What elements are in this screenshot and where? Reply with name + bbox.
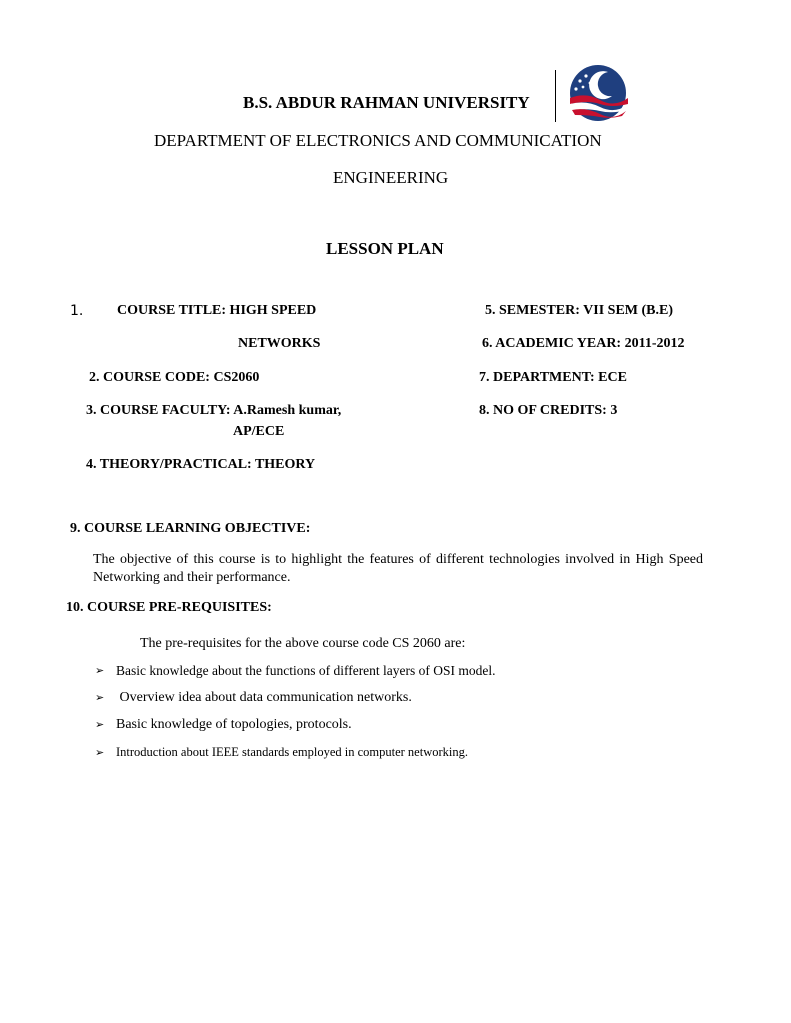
prerequisites-intro: The pre-requisites for the above course code CS 2060 are:: [140, 636, 466, 651]
list-item: [95, 690, 412, 706]
department: 7. DEPARTMENT: ECE: [479, 370, 627, 385]
arrowhead-bullet-icon: ➢: [95, 718, 105, 731]
objective-text: The objective of this course is to highlight the features of different technologies involved in High Speed Networking and their performance.: [93, 552, 703, 585]
item-1-number: 1.: [70, 303, 84, 319]
course-faculty-line-1: 3. COURSE FACULTY: A.Ramesh kumar,: [86, 403, 342, 418]
objective-heading: 9. COURSE LEARNING OBJECTIVE:: [70, 521, 311, 536]
list-item-text: Overview idea about data communication networks.: [116, 690, 412, 705]
course-title-line-1: COURSE TITLE: HIGH SPEED: [117, 303, 317, 318]
list-item-text: Basic knowledge of topologies, protocols.: [116, 717, 352, 732]
prerequisites-heading: 10. COURSE PRE-REQUISITES:: [66, 600, 272, 615]
list-item: [95, 745, 468, 761]
arrowhead-bullet-icon: ➢: [95, 664, 105, 677]
course-faculty-line-2: AP/ECE: [233, 424, 285, 439]
course-code: 2. COURSE CODE: CS2060: [89, 370, 260, 385]
department-line-1: DEPARTMENT OF ELECTRONICS AND COMMUNICATION: [154, 131, 602, 150]
university-logo-icon: [566, 64, 630, 126]
list-item-text: Basic knowledge about the functions of different layers of OSI model.: [116, 663, 496, 678]
document-title: LESSON PLAN: [326, 239, 444, 258]
academic-year: 6. ACADEMIC YEAR: 2011-2012: [482, 336, 685, 351]
list-item: [95, 663, 496, 679]
department-line-2: ENGINEERING: [333, 168, 449, 187]
arrowhead-bullet-icon: ➢: [95, 691, 105, 704]
arrowhead-bullet-icon: ➢: [95, 746, 105, 759]
list-item: [95, 717, 352, 733]
logo-divider: [555, 70, 556, 122]
theory-practical: 4. THEORY/PRACTICAL: THEORY: [86, 457, 316, 472]
course-title-line-2: NETWORKS: [238, 336, 321, 351]
university-name: B.S. ABDUR RAHMAN UNIVERSITY: [243, 93, 530, 112]
semester: 5. SEMESTER: VII SEM (B.E): [485, 303, 674, 318]
credits: 8. NO OF CREDITS: 3: [479, 403, 618, 418]
list-item-text: Introduction about IEEE standards employed in computer networking.: [116, 745, 468, 759]
